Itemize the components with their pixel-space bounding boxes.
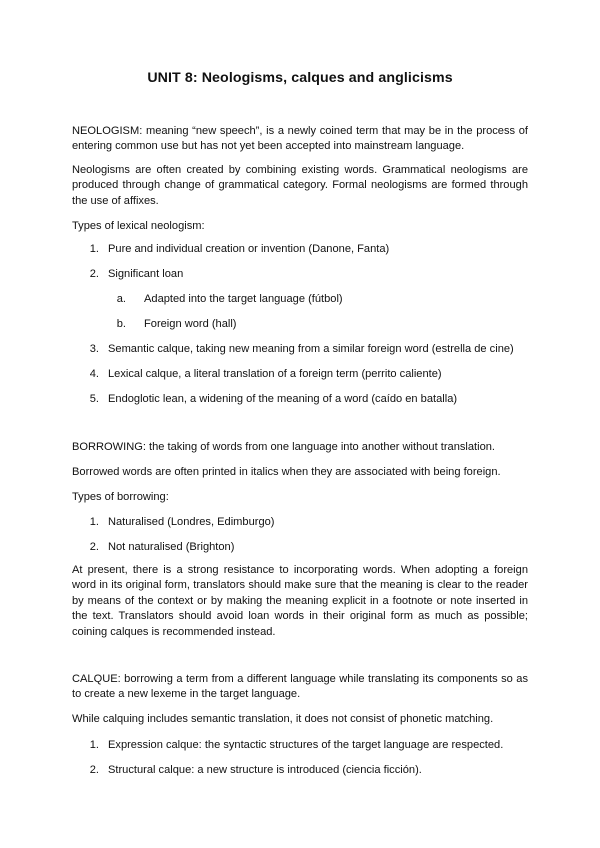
borrowing-italics-note: Borrowed words are often printed in italics when they are associated with being foreign. [72, 466, 501, 478]
sublist-item-letter: b. [116, 318, 126, 330]
list-item: Pure and individual creation or invention (Danone, Fanta) [108, 243, 390, 255]
neologism-formation: Neologisms are often created by combining existing words. Grammatical neologisms are produced through change of grammatical category. Formal neologisms are formed through the use of affixes. [72, 164, 528, 207]
list-item: Naturalised (Londres, Edimburgo) [108, 516, 275, 528]
list-item-number: 2. [89, 541, 99, 553]
neologism-types-heading: Types of lexical neologism: [72, 220, 205, 232]
list-item-number: 1. [89, 243, 99, 255]
list-item-number: 2. [89, 268, 99, 280]
list-item: Endoglotic lean, a widening of the meaning of a word (caído en batalla) [108, 393, 458, 405]
list-item: Semantic calque, taking new meaning from a similar foreign word (estrella de cine) [108, 343, 514, 355]
sublist-item-letter: a. [116, 293, 126, 305]
list-item-number: 2. [89, 764, 99, 776]
list-item-number: 4. [89, 368, 99, 380]
borrowing-resistance-paragraph: At present, there is a strong resistance to incorporating words. When adopting a foreign word in its original form, translators should make sure that the meaning is clear to the reader by means of the context or by making the meaning explicit in a footnote or note inserted in the text. Translators should avoid loan words in their original form as much as possible; coining calques is recommended instead. [72, 564, 528, 638]
list-item-number: 5. [89, 393, 99, 405]
borrowing-types-heading: Types of borrowing: [72, 491, 169, 503]
list-item-number: 3. [89, 343, 99, 355]
list-item: Lexical calque, a literal translation of a foreign term (perrito caliente) [108, 368, 442, 380]
sublist-item: Foreign word (hall) [144, 318, 237, 330]
neologism-definition: NEOLOGISM: meaning “new speech”, is a newly coined term that may be in the process of entering common use but has not yet been accepted into mainstream language. [72, 125, 528, 153]
page-title: UNIT 8: Neologisms, calques and anglicisms [147, 70, 453, 86]
calque-definition: CALQUE: borrowing a term from a different language while translating its components so as to create a new lexeme in the target language. [72, 673, 528, 701]
list-item: Expression calque: the syntactic structures of the target language are respected. [108, 739, 504, 751]
list-item: Not naturalised (Brighton) [108, 541, 235, 553]
list-item: Structural calque: a new structure is introduced (ciencia ficción). [108, 764, 422, 776]
calque-semantic-note: While calquing includes semantic translation, it does not consist of phonetic matching. [72, 713, 494, 725]
list-item: Significant loan [108, 268, 184, 280]
list-item-number: 1. [89, 739, 99, 751]
list-item-number: 1. [89, 516, 99, 528]
borrowing-definition: BORROWING: the taking of words from one language into another without translation. [72, 441, 496, 453]
sublist-item: Adapted into the target language (fútbol) [144, 293, 343, 305]
